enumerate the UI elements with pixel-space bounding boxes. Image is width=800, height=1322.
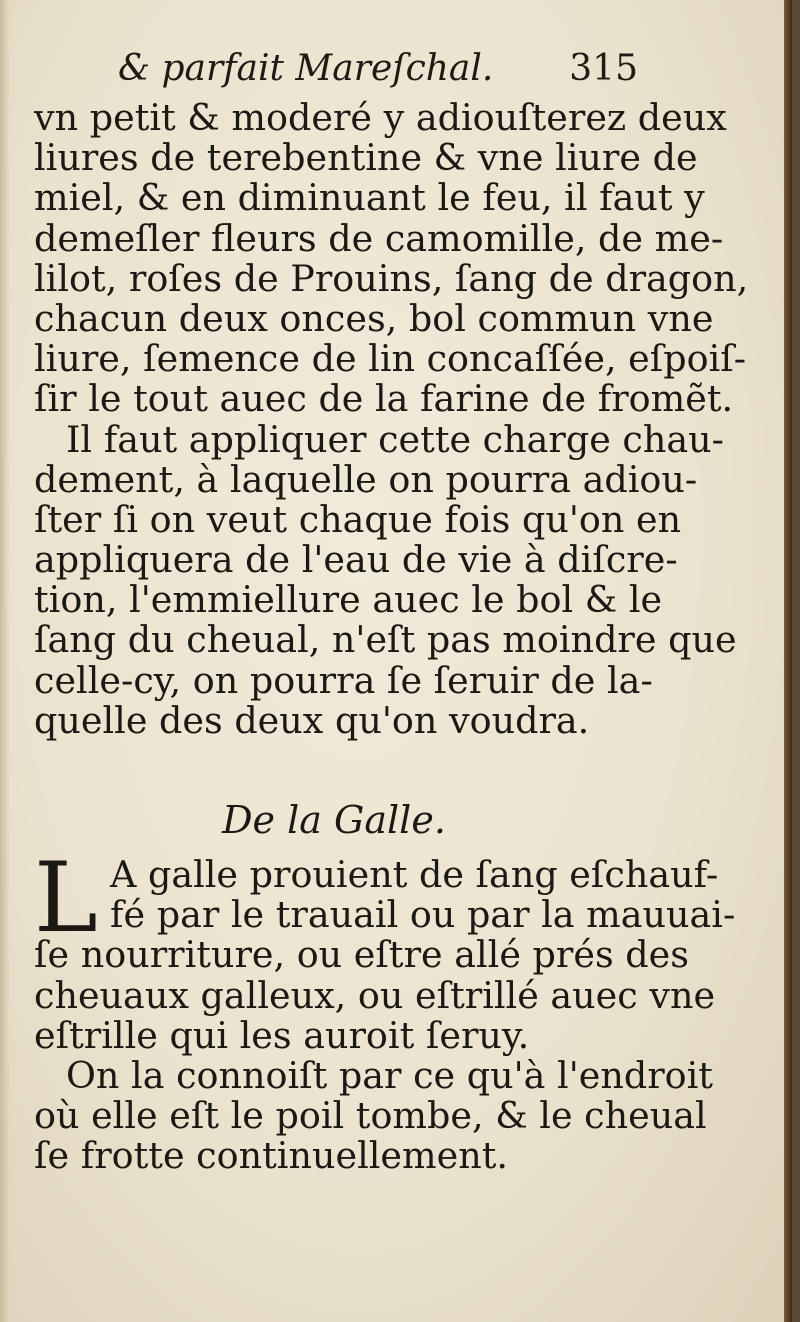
text-line: où elle eſt le poil tombe, & le cheual [34,1094,707,1138]
text-line: demeſler fleurs de camomille, de me- [34,216,724,260]
text-line: vn petit & moderé y adiouſterez deux [34,96,727,139]
text-line: ſe frotte continuellement. [34,1134,509,1178]
text-line: On la connoiſt par ce qu'à l'endroit [66,1053,713,1097]
text-line: appliquera de l'eau de vie à diſcre- [34,538,678,582]
text-line: chacun deux onces, bol commun vne [34,296,714,340]
text-line: fé par le trauail ou par la mauuai- [110,893,736,937]
text-line: dement, à laquelle on pourra adiou- [34,457,698,501]
book-spine [784,0,792,1322]
text-line: Il faut appliquer cette charge chau- [66,417,724,461]
text-line: lilot, roſes de Prouins, ſang de dragon, [34,256,749,300]
running-head [118,40,638,100]
running-title: & parfait Mareſchal. [118,48,494,89]
page-number: 315 [569,48,638,89]
text-line: cheuaux galleux, ou eſtrillé auec vne [34,973,716,1017]
text-line: tion, l'emmiellure auec le bol & le [34,578,663,622]
section-text [34,842,736,1178]
text-line: ſter ſi on veut chaque fois qu'on en [34,497,682,541]
text-line: ſir le tout auec de la farine de fromẽt. [34,377,734,421]
text-line: celle-cy, on pourra ſe ſeruir de la- [34,658,653,702]
paragraph [34,1053,713,1178]
section-heading: De la Galle. [222,798,446,842]
paragraph-continued [34,96,749,421]
text-line: ſe nourriture, ou eſtre allé prés des [34,933,689,977]
drop-cap: L [34,842,98,954]
paragraph [34,842,736,1057]
text-line: miel, & en diminuant le feu, il faut y [34,176,705,220]
text-line: eſtrille qui les auroit ſeruy. [34,1013,530,1057]
text-line: ſang du cheual, n'eſt pas moindre que [34,618,737,662]
paragraph [34,417,737,742]
text-line: liures de terebentine & vne liure de [34,136,698,180]
text-line: quelle des deux qu'on voudra. [34,698,590,742]
text-line: liure, ſemence de lin concaſſée, eſpoiſ- [34,337,747,381]
main-text [34,96,749,742]
text-line: A galle prouient de ſang eſchauf- [110,853,719,896]
